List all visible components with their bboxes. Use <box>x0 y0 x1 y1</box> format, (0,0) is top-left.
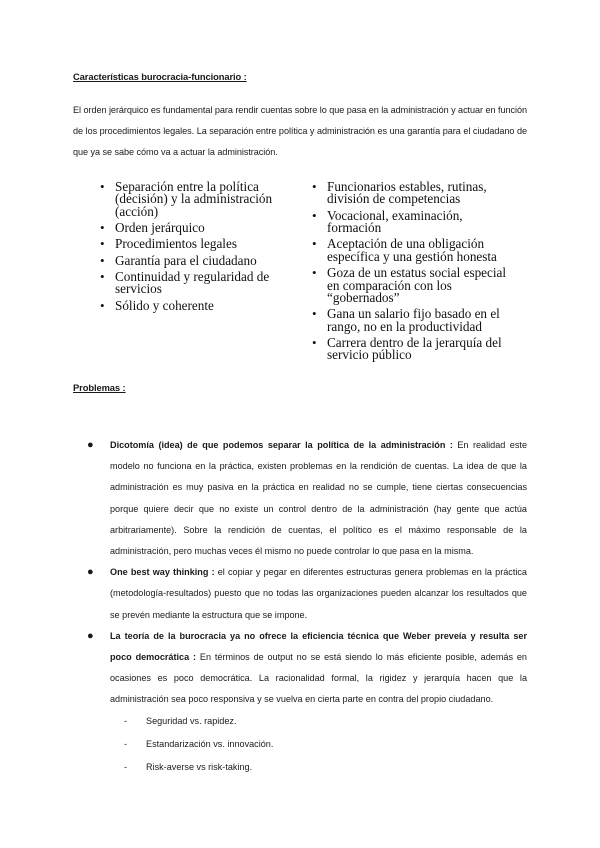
problem-title: La teoría de la burocracia ya no ofrece la eficiencia técnica que Weber preveía y resulta ser poco democrática : <box>110 630 527 663</box>
intro-paragraph: El orden jerárquico es fundamental para rendir cuentas sobre lo que pasa en la administración y actuar en función de los procedimientos legales. La separación entre política y administración es una garantía para el ciudadano de que ya se sabe cómo va a actuar la administración. <box>73 105 527 158</box>
features-list-left <box>100 181 275 316</box>
dash-icon: - <box>124 761 128 772</box>
feature-item: • Sólido y coherente <box>100 300 275 312</box>
problems-list <box>73 435 527 711</box>
problem-item <box>73 626 527 711</box>
feature-item: • Separación entre la política (decisión) y la administración (acción) <box>100 181 275 218</box>
dash-icon: - <box>124 738 128 749</box>
tradeoff-item <box>124 710 273 733</box>
problem-title: One best way thinking : <box>110 567 215 578</box>
tradeoff-text: Seguridad vs. rapidez. <box>146 716 237 726</box>
problem-text: En términos de output no se está siendo lo más eficiente posible, además en ocasiones es poco democrática. La racionalidad formal, la rigidez y jerarquía hacen que la administración sea poco responsiva y se vuelva en cierta parte en contra del propio ciudadano. <box>110 652 527 705</box>
feature-item: • Goza de un estatus social especial en comparación con los “gobernados” <box>312 267 517 304</box>
problem-text: el copiar y pegar en diferentes estructuras genera problemas en la práctica (metodología-resultados) puesto que no todas las organizaciones pueden alcanzar los resultados que se prevén mediante la estructura que se impone. <box>110 567 527 620</box>
feature-item: • Procedimientos legales <box>100 238 275 250</box>
tradeoffs-list <box>124 710 273 778</box>
tradeoff-item <box>124 733 273 756</box>
feature-item: • Carrera dentro de la jerarquía del servicio público <box>312 337 517 362</box>
tradeoff-text: Estandarización vs. innovación. <box>146 738 274 749</box>
dash-icon: - <box>124 716 128 726</box>
problem-title: Dicotomía (idea) de que podemos separar la política de la administración : <box>110 440 453 450</box>
feature-item: • Garantía para el ciudadano <box>100 255 275 267</box>
problem-item <box>73 562 527 626</box>
feature-item: • Aceptación de una obligación específica y una gestión honesta <box>312 238 517 263</box>
tradeoff-text: Risk-averse vs risk-taking. <box>146 761 253 772</box>
feature-item: • Orden jerárquico <box>100 222 275 234</box>
feature-item: • Vocacional, examinación, formación <box>312 210 517 235</box>
features-list-right <box>312 181 517 366</box>
feature-item: • Continuidad y regularidad de servicios <box>100 271 275 296</box>
bullet-icon: ● <box>87 439 94 451</box>
bullet-icon: ● <box>87 566 94 579</box>
feature-item: • Gana un salario fijo basado en el rango, no en la productividad <box>312 308 517 333</box>
feature-item: • Funcionarios estables, rutinas, división de competencias <box>312 181 517 206</box>
problem-text: En realidad este modelo no funciona en la práctica, existen problemas en la rendición de cuentas. La idea de que la administración es muy pasiva en la práctica en realidad no se cumple, tiene ciertas consecuencias porque quiere decir que no existe un control dentro de la administración (hay gente que actúa arbitrariamente). Sobre la rendición de cuentas, el político es el máximo responsable de la administración, pero muchas veces él mismo no puede controlar lo que pasa en la misma. <box>110 440 528 557</box>
section-heading-caracteristicas: Características burocracia-funcionario : <box>73 71 247 82</box>
tradeoff-item <box>124 756 273 779</box>
section-heading-problemas: Problemas : <box>73 382 126 393</box>
problem-item <box>73 435 527 562</box>
bullet-icon: ● <box>87 629 94 642</box>
